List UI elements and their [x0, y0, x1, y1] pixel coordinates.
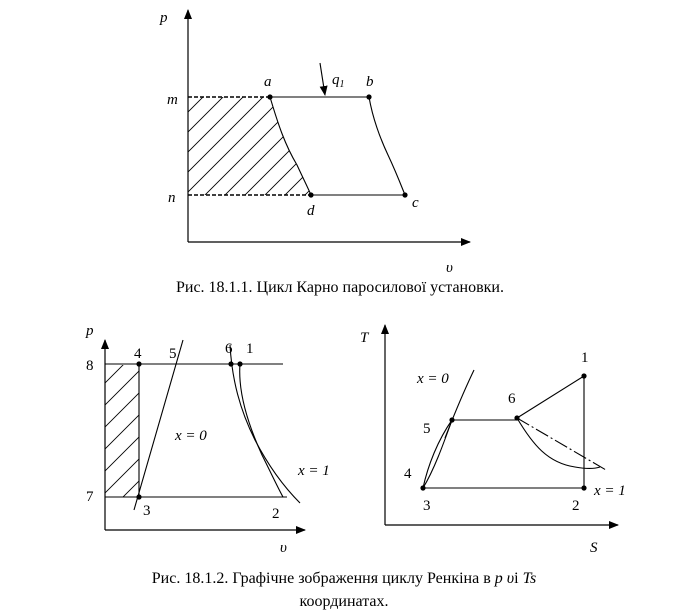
f3-point-2 — [581, 485, 586, 490]
figure1-caption: Рис. 18.1.1. Цикл Карно паросилової установки. — [175, 279, 505, 296]
f2-level-7: 7 — [86, 489, 94, 505]
f3-label-5: 5 — [423, 421, 431, 437]
f3-point-3 — [420, 485, 425, 490]
f3-label-1: 1 — [581, 350, 589, 366]
f3-point-5 — [449, 417, 454, 422]
f2-label-4: 4 — [134, 346, 142, 362]
f1-point-d — [308, 192, 313, 197]
f3-label-3: 3 — [423, 498, 431, 514]
f2-label-3: 3 — [143, 503, 151, 519]
f2-curve-1-2 — [240, 364, 283, 497]
f3-dashdot — [517, 418, 606, 470]
f2-hatched-area — [100, 363, 147, 505]
f1-hatched-area — [180, 85, 415, 205]
rankine-ts-diagram — [360, 325, 626, 556]
rankine-pv-diagram — [85, 323, 330, 556]
f1-point-a — [267, 94, 272, 99]
f2-label-x1: x = 1 — [298, 463, 330, 479]
f1-label-a: a — [264, 74, 272, 90]
f2-label-x0: x = 0 — [175, 428, 207, 444]
f1-level-n: n — [168, 190, 176, 206]
f1-axis-x-label: υ — [446, 260, 453, 276]
f1-heat-arrow — [320, 63, 325, 95]
figure2-caption-line2: координатах. — [299, 593, 389, 610]
f2-curve-x1 — [230, 345, 300, 503]
f1-point-c — [402, 192, 407, 197]
f1-label-d: d — [307, 203, 315, 219]
figure2-caption-line1: Рис. 18.1.2. Графічне зображення циклу Ренкіна в p υі Ts — [151, 570, 537, 587]
f3-label-x0: x = 0 — [417, 371, 449, 387]
f3-axis-x-label: S — [590, 540, 598, 556]
f3-label-4: 4 — [404, 466, 412, 482]
f2-point-4 — [136, 361, 141, 366]
f1-label-c: c — [412, 195, 419, 211]
f1-curve-ad — [270, 97, 311, 195]
f3-axis-y-label: T — [360, 330, 369, 346]
f3-line-6-1 — [517, 376, 584, 418]
f2-axis-x-label: υ — [280, 540, 287, 556]
f2-point-3 — [136, 494, 141, 499]
f2-label-1: 1 — [246, 341, 254, 357]
f3-point-1 — [581, 373, 586, 378]
carnot-diagram — [159, 10, 470, 276]
f2-point-1 — [237, 361, 242, 366]
f3-label-6: 6 — [508, 391, 516, 407]
f1-level-m: m — [167, 92, 178, 108]
f3-label-2: 2 — [572, 498, 580, 514]
f2-curve-x0 — [134, 340, 183, 510]
f3-label-x1: x = 1 — [594, 483, 626, 499]
f1-curve-bc — [369, 97, 405, 195]
f1-axis-y-label: p — [160, 10, 168, 26]
f2-label-6: 6 — [225, 341, 233, 357]
f1-label-b: b — [366, 74, 374, 90]
f2-label-5: 5 — [169, 346, 177, 362]
f1-heat-label: $q_1$ — [332, 72, 345, 90]
f2-point-6 — [228, 361, 233, 366]
f1-point-b — [366, 94, 371, 99]
f2-label-2: 2 — [272, 506, 280, 522]
f3-point-6 — [514, 415, 519, 420]
f2-level-8: 8 — [86, 358, 94, 374]
f3-curve-x1 — [517, 418, 600, 469]
f2-axis-y-label: p — [86, 323, 94, 339]
